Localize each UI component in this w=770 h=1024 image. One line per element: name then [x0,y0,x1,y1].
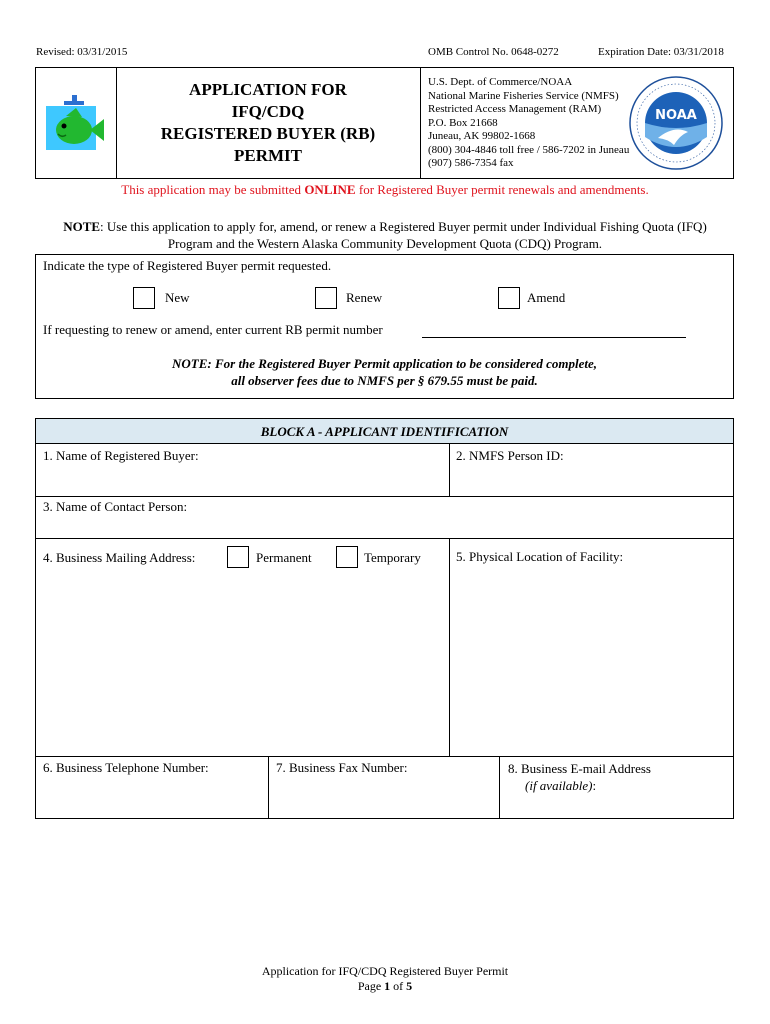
online-notice [0,182,770,198]
usage-note [40,218,730,252]
omb-control-number: OMB Control No. 0648-0272 [428,46,559,58]
renew-label: Renew [346,290,383,305]
address-line: P.O. Box 21668 [428,116,498,129]
renew-checkbox[interactable] [315,287,337,309]
new-checkbox[interactable] [133,287,155,309]
permit-type-box [35,254,734,399]
nmfs-person-id-field[interactable] [452,463,730,493]
divider [499,756,500,818]
contact-person-field[interactable] [236,499,730,535]
telephone-label: 6. Business Telephone Number: [43,760,209,775]
divider [449,444,450,497]
email-label-sub [508,777,651,794]
amend-label: Amend [527,290,566,305]
title-line: IFQ/CDQ [231,102,305,121]
page-label: Page [357,979,385,993]
email-field[interactable] [502,795,730,815]
online-notice-after: for Registered Buyer permit renewals and amendments. [355,182,649,197]
facility-location-label: 5. Physical Location of Facility: [456,549,624,564]
email-if-available: (if available) [525,778,593,793]
revised-date: Revised: 03/31/2015 [36,46,128,58]
address-line: (907) 586-7354 fax [428,157,514,169]
online-notice-before: This application may be submitted [121,182,305,197]
title-line: APPLICATION FOR [189,80,347,99]
fish-logo-icon [44,92,106,154]
expiration-date: Expiration Date: 03/31/2018 [598,46,724,58]
page-of: of [390,979,407,993]
agency-address [428,76,629,171]
note-label: NOTE [63,219,101,234]
noaa-seal-icon [628,75,724,171]
fax-label: 7. Business Fax Number: [276,760,408,775]
divider [36,756,733,757]
permit-number-field[interactable] [422,337,686,338]
mailing-address-label: 4. Business Mailing Address: [43,550,196,565]
registered-buyer-name-label: 1. Name of Registered Buyer: [43,448,199,463]
title-line: REGISTERED BUYER (RB) [160,124,376,143]
email-label-line: 8. Business E-mail Address [508,761,651,776]
mailing-address-field[interactable] [38,571,446,753]
permit-type-prompt: Indicate the type of Registered Buyer permit requested. [43,258,332,273]
temporary-label: Temporary [364,550,421,565]
telephone-field[interactable] [38,777,265,815]
footer-title: Application for IFQ/CDQ Registered Buyer Permit [261,964,509,978]
title-line: PERMIT [234,146,302,165]
form-header-box [35,67,734,179]
note-text: : Use this application to apply for, amend, or renew a Registered Buyer permit under Individual Fishing Quota (IFQ) Program and the Western Alaska Community Development Quota (CDQ) Program. [100,219,707,251]
logo-cell [36,68,117,178]
permanent-checkbox[interactable] [227,546,249,568]
form-title [116,68,421,178]
address-line: Restricted Access Management (RAM) [428,103,602,115]
divider [36,538,733,539]
fee-note-line: NOTE: For the Registered Buyer Permit application to be considered complete, [172,356,597,371]
block-a-heading: BLOCK A - APPLICANT IDENTIFICATION [36,419,733,444]
facility-location-field[interactable] [452,569,730,753]
address-line: U.S. Dept. of Commerce/NOAA [428,76,573,88]
fax-field[interactable] [271,777,496,815]
new-label: New [165,290,190,305]
online-notice-strong: ONLINE [304,182,356,197]
amend-checkbox[interactable] [498,287,520,309]
nmfs-person-id-label: 2. NMFS Person ID: [456,448,564,463]
divider [36,496,733,497]
address-line: National Marine Fisheries Service (NMFS) [428,89,619,102]
page-number [0,979,770,994]
email-colon: : [592,778,597,793]
block-a-applicant-identification [35,418,734,819]
fee-note-line: all observer fees due to NMFS per § 679.55 must be paid. [231,373,538,388]
renew-prompt: If requesting to renew or amend, enter current RB permit number [43,322,383,337]
divider [449,538,450,756]
email-label [508,760,651,794]
seal-text: NOAA [655,108,697,123]
address-line: Juneau, AK 99802-1668 [428,130,536,142]
registered-buyer-name-field[interactable] [38,463,446,493]
address-line: (800) 304-4846 toll free / 586-7202 in Juneau [428,143,630,156]
page-current: 1 [384,979,391,993]
permanent-label: Permanent [256,550,312,565]
contact-person-label: 3. Name of Contact Person: [43,499,188,514]
observer-fee-note [36,355,733,389]
divider [268,756,269,818]
page-total: 5 [406,979,413,993]
temporary-checkbox[interactable] [336,546,358,568]
